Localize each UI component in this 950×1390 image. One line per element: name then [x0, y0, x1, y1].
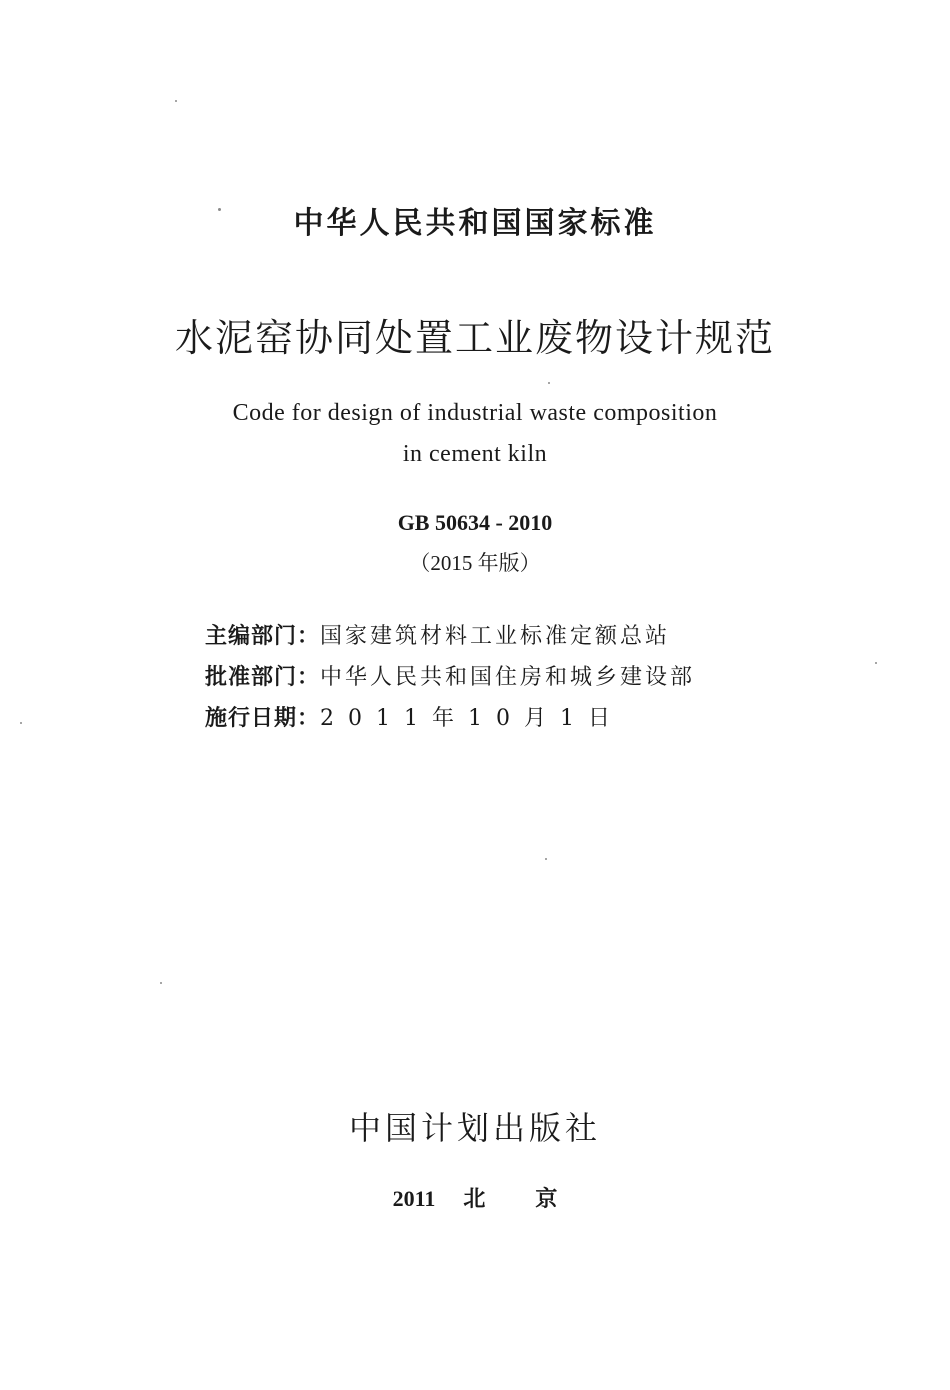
info-block: [205, 616, 765, 739]
publication-place-year: [0, 1183, 950, 1215]
chinese-title: 水泥窑协同处置工业废物设计规范: [174, 316, 775, 360]
scan-speck: [160, 982, 162, 984]
info-row-approver: [205, 657, 765, 698]
english-title-line-2: in cement kiln: [402, 441, 548, 467]
scan-speck: [175, 100, 177, 102]
info-value: 2011年10月1日: [320, 706, 624, 731]
scan-speck: [545, 858, 547, 860]
publication-place-char: 北: [463, 1186, 486, 1211]
publication-place-char: 京: [535, 1186, 558, 1211]
publication-year: 2011: [392, 1186, 436, 1211]
scan-speck: [20, 722, 22, 724]
info-value: 中华人民共和国住房和城乡建设部: [320, 665, 696, 690]
scan-speck: [218, 208, 221, 211]
scan-speck: [875, 662, 877, 664]
info-row-effective-date: [205, 698, 765, 739]
edition-label: （2015 年版）: [409, 551, 541, 575]
info-label: 主编部门：: [205, 623, 321, 649]
english-title-line-1: Code for design of industrial waste composition: [232, 400, 718, 426]
standard-number: GB 50634 - 2010: [397, 510, 553, 535]
scan-speck: [548, 382, 550, 384]
info-row-editor: [205, 616, 765, 657]
info-value: 国家建筑材料工业标准定额总站: [320, 624, 671, 649]
info-label: 施行日期：: [205, 705, 321, 731]
publisher-name: 中国计划出版社: [348, 1109, 601, 1147]
info-label: 批准部门：: [205, 664, 321, 690]
standard-series-heading: 中华人民共和国国家标准: [293, 206, 657, 241]
